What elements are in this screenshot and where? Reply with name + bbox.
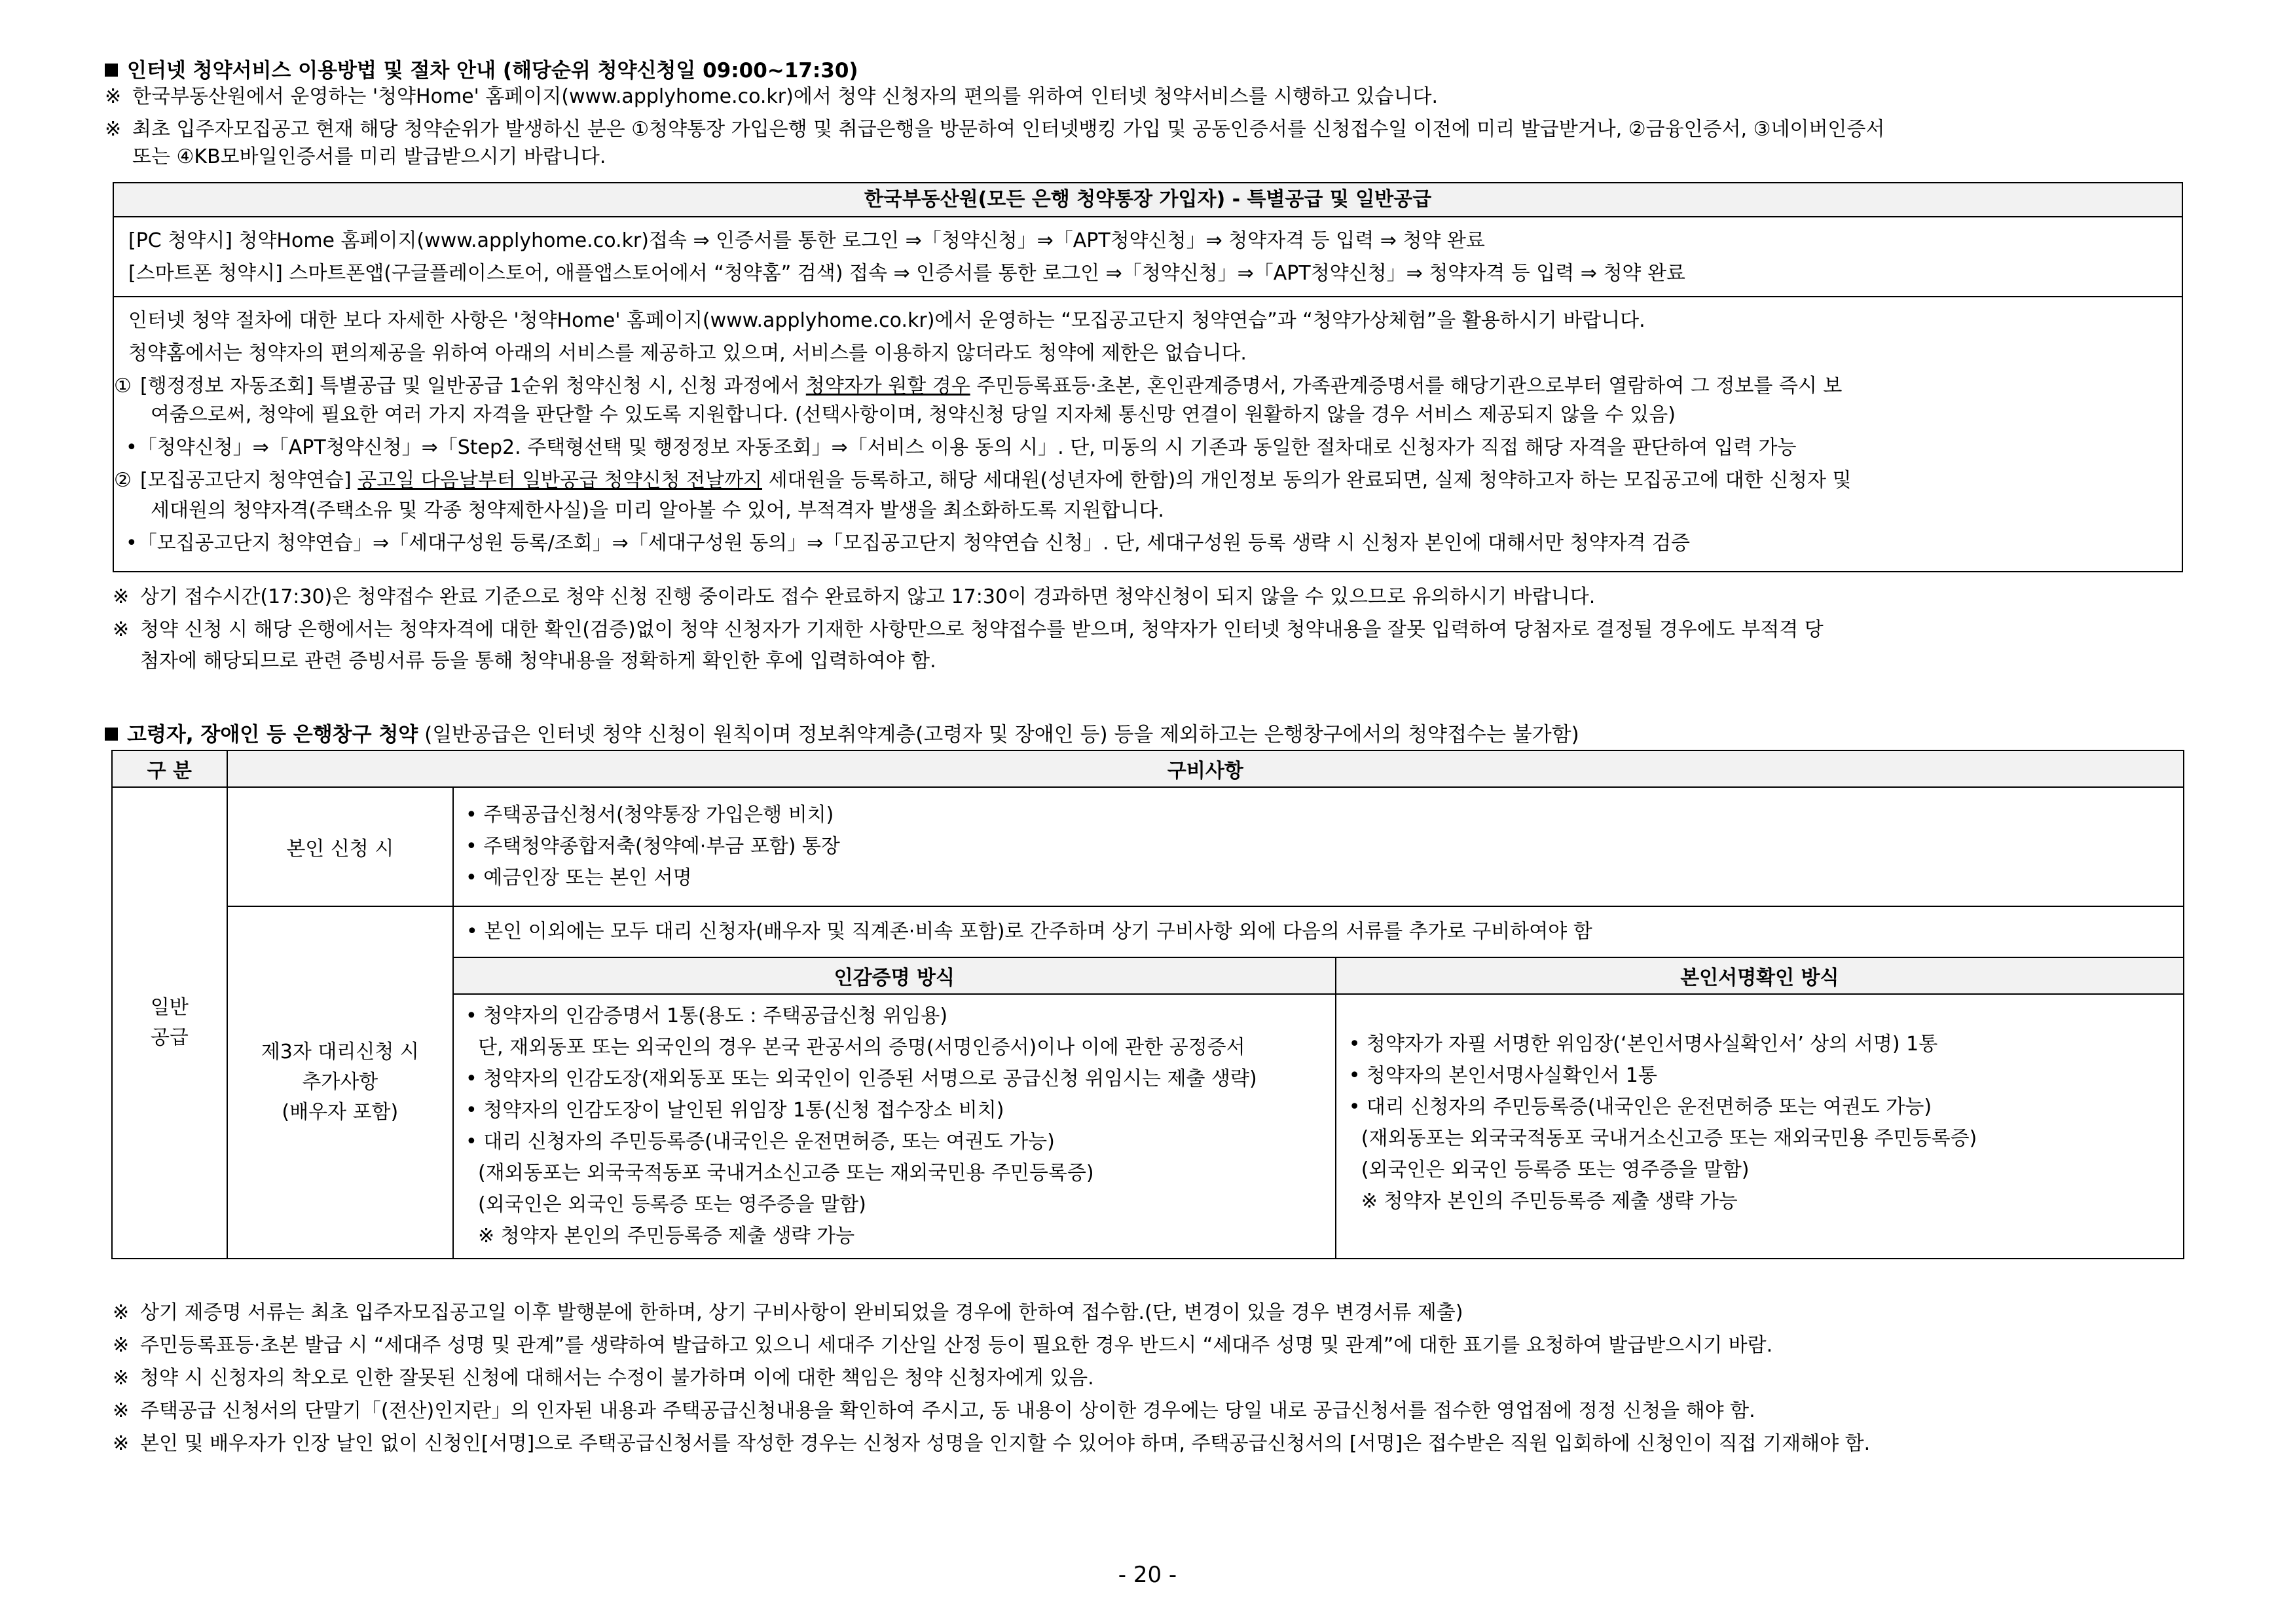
list-item: (재외동포는 외국국적동포 국내거소신고증 또는 재외국민용 주민등록증) — [1348, 1127, 1977, 1150]
section1-heading: 인터넷 청약서비스 이용방법 및 절차 안내 (해당순위 청약신청일 09:00~17:30) — [105, 54, 858, 83]
list-item: 단, 재외동포 또는 외국인의 경우 본국 관공서의 증명(서명인증서)이나 이에 관한 공정증서 — [465, 1036, 1245, 1059]
footer-note: ※ 주택공급 신청서의 단말기「(전산)인지란」의 인자된 내용과 주택공급신청내용을 확인하여 주시고, 동 내용이 상이한 경우에는 당일 내로 공급신청서를 접수한 영업점에 정정 신청을 해야 함. — [113, 1399, 1755, 1422]
footer-note: ※ 청약 시 신청자의 착오로 인한 잘못된 신청에 대해서는 수정이 불가하며 이에 대한 책임은 청약 신청자에게 있음. — [113, 1367, 1094, 1390]
service-2-continued: 세대원의 청약자격(주택소유 및 각종 청약제한사실)을 미리 알아볼 수 있어, 부적격자 발생을 최소화하도록 지원합니다. — [151, 499, 1164, 522]
footer-note: ※ 본인 및 배우자가 인장 날인 없이 신청인[서명]으로 주택공급신청서를 작성한 경우는 신청자 성명을 인지할 수 있어야 하며, 주택공급신청서의 [서명]은 접수받은 직원 입회하에 신청인이 직접 기재해야 함. — [113, 1432, 1871, 1455]
note-line: ※ 최초 입주자모집공고 현재 해당 청약순위가 발생하신 분은 ①청약통장 가입은행 및 취급은행을 방문하여 인터넷뱅킹 가입 및 공동인증서를 신청접수일 이전에 미리 발급받거나, ②금융인증서, ③네이버인증서 — [105, 118, 1885, 141]
list-item: • 대리 신청자의 주민등록증(내국인은 운전면허증 또는 여권도 가능) — [1348, 1096, 1932, 1118]
self-application-label: 본인 신청 시 — [227, 787, 453, 906]
list-item: • 대리 신청자의 주민등록증(내국인은 운전면허증, 또는 여권도 가능) — [465, 1130, 1055, 1153]
list-item: (외국인은 외국인 등록증 또는 영주증을 말함) — [1348, 1158, 1750, 1181]
list-item: • 청약자의 인감도장이 날인된 위임장 1통(신청 접수장소 비치) — [465, 1099, 1004, 1122]
list-item: ※ 청약자 본인의 주민등록증 제출 생략 가능 — [465, 1225, 855, 1247]
service-1-path: •「청약신청」⇒「APT청약신청」⇒「Step2. 주택형선택 및 행정정보 자동조회」⇒「서비스 이용 동의 시」. 단, 미동의 시 기존과 동일한 절차대로 신청자가 직접 해당 자격을 판단하여 입력 가능 — [126, 436, 1797, 459]
square-bullet-icon — [105, 64, 118, 77]
proxy-application-label: 제3자 대리신청 시 추가사항 (배우자 포함) — [227, 906, 453, 1259]
footer-note: ※ 주민등록표등·초본 발급 시 “세대주 성명 및 관계”를 생략하여 발급하고 있으니 세대주 기산일 산정 등이 필요한 경우 반드시 “세대주 성명 및 관계”에 대한 표기를 요청하여 발급받으시기 바람. — [113, 1334, 1773, 1357]
self-application-items — [453, 787, 2184, 906]
divider — [114, 216, 2182, 217]
service-2-path: •「모집공고단지 청약연습」⇒「세대구성원 등록/조회」⇒「세대구성원 동의」⇒「모집공고단지 청약연습 신청」. 단, 세대구성원 등록 생략 시 신청자 본인에 대해서만 청약자격 검증 — [126, 532, 1691, 555]
list-item: • 예금인장 또는 본인 서명 — [465, 866, 692, 889]
service-1: ① [행정정보 자동조회] 특별공급 및 일반공급 1순위 청약신청 시, 신청 과정에서 청약자가 원할 경우 주민등록표등·초본, 혼인관계증명서, 가족관계증명서를 해당기관으로부터 열람하여 그 정보를 즉시 보 — [114, 375, 1843, 397]
list-item: (외국인은 외국인 등록증 또는 영주증을 말함) — [465, 1193, 866, 1216]
mobile-steps: [스마트폰 청약시] 스마트폰앱(구글플레이스토어, 애플앱스토어에서 “청약홈” 검색) 접속 ⇒ 인증서를 통한 로그인 ⇒「청약신청」⇒「APT청약신청」⇒ 청약자격 등 입력 ⇒ 청약 완료 — [128, 262, 1685, 285]
note-line: ※ 청약 신청 시 해당 은행에서는 청약자격에 대한 확인(검증)없이 청약 신청자가 기재한 사항만으로 청약접수를 받으며, 청약자가 인터넷 청약내용을 잘못 입력하여 당첨자로 결정될 경우에도 부적격 당 — [113, 618, 1824, 641]
group-general-supply: 일반 공급 — [112, 787, 227, 1259]
list-item: • 청약자가 자필 서명한 위임장(‘본인서명사실확인서’ 상의 서명) 1통 — [1348, 1033, 1938, 1056]
pc-steps: [PC 청약시] 청약Home 홈페이지(www.applyhome.co.kr)접속 ⇒ 인증서를 통한 로그인 ⇒「청약신청」⇒「APT청약신청」⇒ 청약자격 등 입력 ⇒ 청약 완료 — [128, 229, 1485, 252]
list-item: (재외동포는 외국국적동포 국내거소신고증 또는 재외국민용 주민등록증) — [465, 1162, 1094, 1185]
method-signature-header: 본인서명확인 방식 — [1336, 957, 2184, 994]
detail-line: 청약홈에서는 청약자의 편의제공을 위하여 아래의 서비스를 제공하고 있으며, 서비스를 이용하지 않더라도 청약에 제한은 없습니다. — [128, 342, 1247, 365]
header-category: 구 분 — [112, 750, 227, 787]
internet-application-box — [113, 182, 2183, 572]
list-item: • 주택청약종합저축(청약예·부금 포함) 통장 — [465, 835, 840, 858]
service-2: ② [모집공고단지 청약연습] 공고일 다음날부터 일반공급 청약신청 전날까지 세대원을 등록하고, 해당 세대원(성년자에 한함)의 개인정보 동의가 완료되면, 실제 청약하고자 하는 모집공고에 대한 신청자 및 — [114, 469, 1852, 492]
page-number: - 20 - — [1118, 1562, 1177, 1588]
service-1-continued: 여줌으로써, 청약에 필요한 여러 가지 자격을 판단할 수 있도록 지원합니다. (선택사항이며, 청약신청 당일 지자체 통신망 연결이 원활하지 않을 경우 서비스 제공되지 않을 수 있음) — [151, 403, 1676, 426]
list-item: ※ 청약자 본인의 주민등록증 제출 생략 가능 — [1348, 1190, 1738, 1213]
square-bullet-icon — [105, 728, 118, 741]
box-title: 한국부동산원(모든 은행 청약통장 가입자) - 특별공급 및 일반공급 — [114, 183, 2182, 216]
proxy-intro: • 본인 이외에는 모두 대리 신청자(배우자 및 직계존·비속 포함)로 간주하며 상기 구비사항 외에 다음의 서류를 추가로 구비하여야 함 — [453, 906, 2184, 957]
method-seal-certificate-header: 인감증명 방식 — [453, 957, 1336, 994]
list-item: • 청약자의 인감도장(재외동포 또는 외국인이 인증된 서명으로 공급신청 위임시는 제출 생략) — [465, 1067, 1257, 1090]
header-requirements: 구비사항 — [227, 750, 2184, 787]
section2-heading: 고령자, 장애인 등 은행창구 청약 (일반공급은 인터넷 청약 신청이 원칙이며 정보취약계층(고령자 및 장애인 등) 등을 제외하고는 은행창구에서의 청약접수는 불가함) — [105, 718, 1579, 747]
requirements-table — [111, 750, 2184, 1259]
detail-line: 인터넷 청약 절차에 대한 보다 자세한 사항은 '청약Home' 홈페이지(www.applyhome.co.kr)에서 운영하는 “모집공고단지 청약연습”과 “청약가상체험”을 활용하시기 바랍니다. — [128, 309, 1645, 332]
method-seal-certificate-items — [453, 994, 1336, 1259]
list-item: • 청약자의 본인서명사실확인서 1통 — [1348, 1064, 1657, 1087]
note-line-continued: 또는 ④KB모바일인증서를 미리 발급받으시기 바랍니다. — [132, 145, 606, 168]
method-signature-items — [1336, 994, 2184, 1259]
note-line: ※ 상기 접수시간(17:30)은 청약접수 완료 기준으로 청약 신청 진행 중이라도 접수 완료하지 않고 17:30이 경과하면 청약신청이 되지 않을 수 있으므로 유의하시기 바랍니다. — [113, 585, 1596, 608]
list-item: • 청약자의 인감증명서 1통(용도 : 주택공급신청 위임용) — [465, 1005, 948, 1027]
note-line-continued: 첨자에 해당되므로 관련 증빙서류 등을 통해 청약내용을 정확하게 확인한 후에 입력하여야 함. — [140, 650, 936, 673]
divider — [114, 296, 2182, 297]
note-line: ※ 한국부동산원에서 운영하는 '청약Home' 홈페이지(www.applyhome.co.kr)에서 청약 신청자의 편의를 위하여 인터넷 청약서비스를 시행하고 있습니다. — [105, 85, 1439, 108]
list-item: • 주택공급신청서(청약통장 가입은행 비치) — [465, 803, 834, 826]
footer-note: ※ 상기 제증명 서류는 최초 입주자모집공고일 이후 발행분에 한하며, 상기 구비사항이 완비되었을 경우에 한하여 접수함.(단, 변경이 있을 경우 변경서류 제출) — [113, 1301, 1463, 1324]
